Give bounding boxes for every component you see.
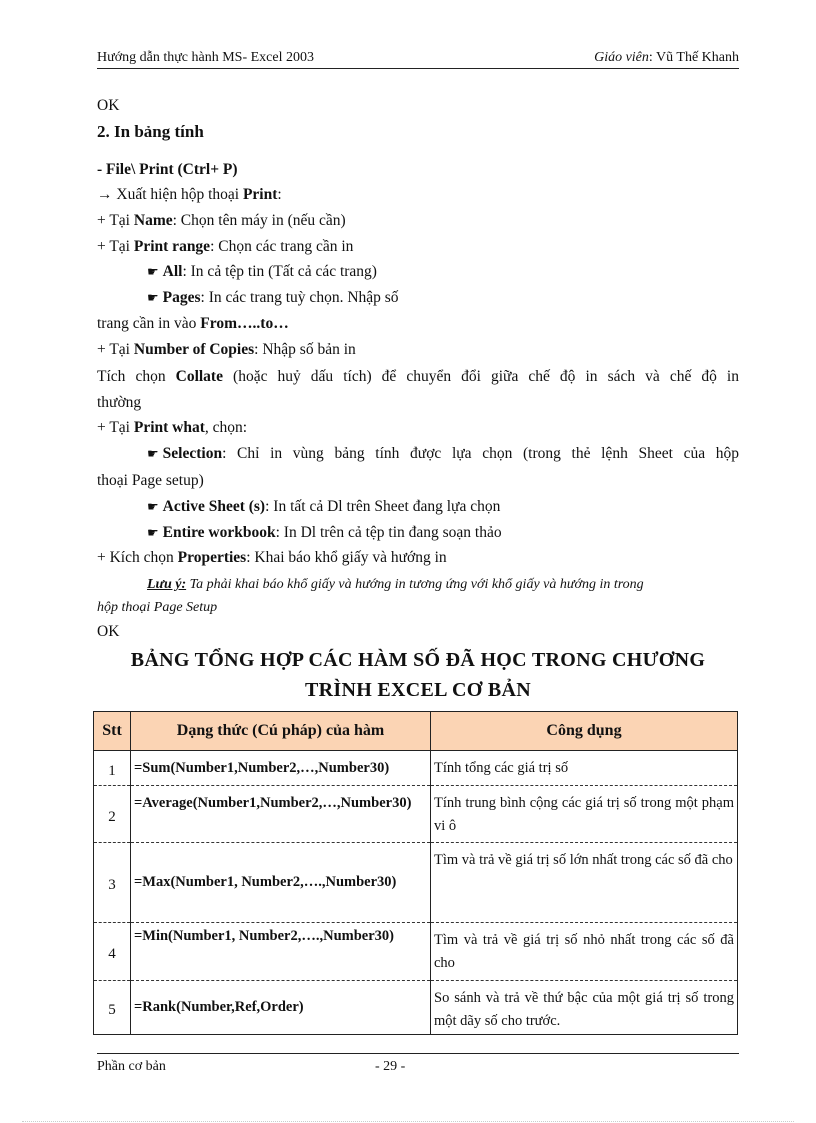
row-syntax: =Rank(Number,Ref,Order) <box>131 981 431 1035</box>
pointing-hand-icon: ☛ <box>147 500 159 515</box>
pointing-hand-icon: ☛ <box>147 447 159 462</box>
pointing-hand-icon: ☛ <box>147 265 159 280</box>
pointing-hand-icon: ☛ <box>147 526 159 541</box>
page-footer <box>97 1053 739 1074</box>
properties-line: + Kích chọn Properties: Khai báo khổ giấy và hướng in <box>97 549 447 566</box>
header-right: Giáo viên: Vũ Thế Khanh <box>594 50 739 65</box>
selection-cont-line: thoại Page setup) <box>97 472 204 489</box>
row-stt: 5 <box>94 981 131 1035</box>
page-number: - 29 - <box>375 1059 406 1074</box>
table-title-line2: TRÌNH EXCEL CƠ BẢN <box>305 679 531 701</box>
ok-text-2: OK <box>97 623 120 640</box>
note-cont-line: hộp thoại Page Setup <box>97 600 218 615</box>
footer-left: Phần cơ bản <box>97 1059 166 1074</box>
functions-table <box>93 711 738 1035</box>
row-syntax: =Max(Number1, Number2,….,Number30) <box>131 843 431 923</box>
header-syntax: Dạng thức (Cú pháp) của hàm <box>131 712 431 751</box>
collate-line: Tích chọn Collate (hoặc huỷ dấu tích) để chuyển đổi giữa chế độ in sách và chế độ in <box>97 368 739 385</box>
range-line: + Tại Print range: Chọn các trang cần in <box>97 238 354 255</box>
row-usage: Tính trung bình cộng các giá trị số trong một phạm vi ô <box>431 786 738 843</box>
what-line: + Tại Print what, chọn: <box>97 419 248 436</box>
header-usage: Công dụng <box>431 712 738 751</box>
page-edge-divider <box>22 1121 794 1122</box>
table-row <box>94 786 738 843</box>
pointing-hand-icon: ☛ <box>147 291 159 306</box>
row-stt: 1 <box>94 751 131 786</box>
active-line: ☛ Active Sheet (s): In tất cả Dl trên Sheet đang lựa chọn <box>147 498 501 515</box>
dialog-line: → Xuất hiện hộp thoại Print: <box>97 186 282 203</box>
note-line: Lưu ý: Ta phải khai báo khổ giấy và hướng in tương ứng với khổ giấy và hướng in trong <box>147 577 644 592</box>
row-stt: 2 <box>94 786 131 843</box>
header-left: Hướng dẫn thực hành MS- Excel 2003 <box>97 50 314 65</box>
name-line: + Tại Name: Chọn tên máy in (nếu cần) <box>97 212 346 229</box>
pages-cont-line: trang cần in vào From…..to… <box>97 315 289 332</box>
collate-cont-line: thường <box>97 394 142 411</box>
table-row <box>94 843 738 923</box>
header-stt: Stt <box>94 712 131 751</box>
entire-line: ☛ Entire workbook: In Dl trên cả tệp tin đang soạn thảo <box>147 524 502 541</box>
section-title: 2. In bảng tính <box>97 122 204 141</box>
copies-line: + Tại Number of Copies: Nhập số bản in <box>97 341 356 358</box>
row-syntax: =Average(Number1,Number2,…,Number30) <box>131 786 431 843</box>
selection-line: ☛ Selection: Chỉ in vùng bảng tính được lựa chọn (trong thẻ lệnh Sheet của hộp <box>147 445 739 462</box>
table-row <box>94 751 738 786</box>
menu-line: - File\ Print (Ctrl+ P) <box>97 161 238 178</box>
row-syntax: =Sum(Number1,Number2,…,Number30) <box>131 751 431 786</box>
row-syntax: =Min(Number1, Number2,….,Number30) <box>131 923 431 981</box>
table-title-line1: BẢNG TỔNG HỢP CÁC HÀM SỐ ĐÃ HỌC TRONG CHƯƠNG <box>130 649 706 671</box>
all-line: ☛ All: In cả tệp tin (Tất cả các trang) <box>147 263 377 280</box>
table-header-row <box>94 712 738 751</box>
table-row <box>94 981 738 1035</box>
row-usage: Tính tổng các giá trị số <box>431 751 738 786</box>
row-usage: Tìm và trả về giá trị số nhỏ nhất trong các số đã cho <box>431 923 738 981</box>
ok-text: OK <box>97 97 120 114</box>
pages-line: ☛ Pages: In các trang tuỳ chọn. Nhập số <box>147 289 399 306</box>
row-usage: Tìm và trả về giá trị số lớn nhất trong các số đã cho <box>431 843 738 923</box>
table-row <box>94 923 738 981</box>
row-stt: 4 <box>94 923 131 981</box>
row-stt: 3 <box>94 843 131 923</box>
row-usage: So sánh và trả về thứ bậc của một giá trị số trong một dãy số cho trước. <box>431 981 738 1035</box>
page-header <box>97 50 739 69</box>
